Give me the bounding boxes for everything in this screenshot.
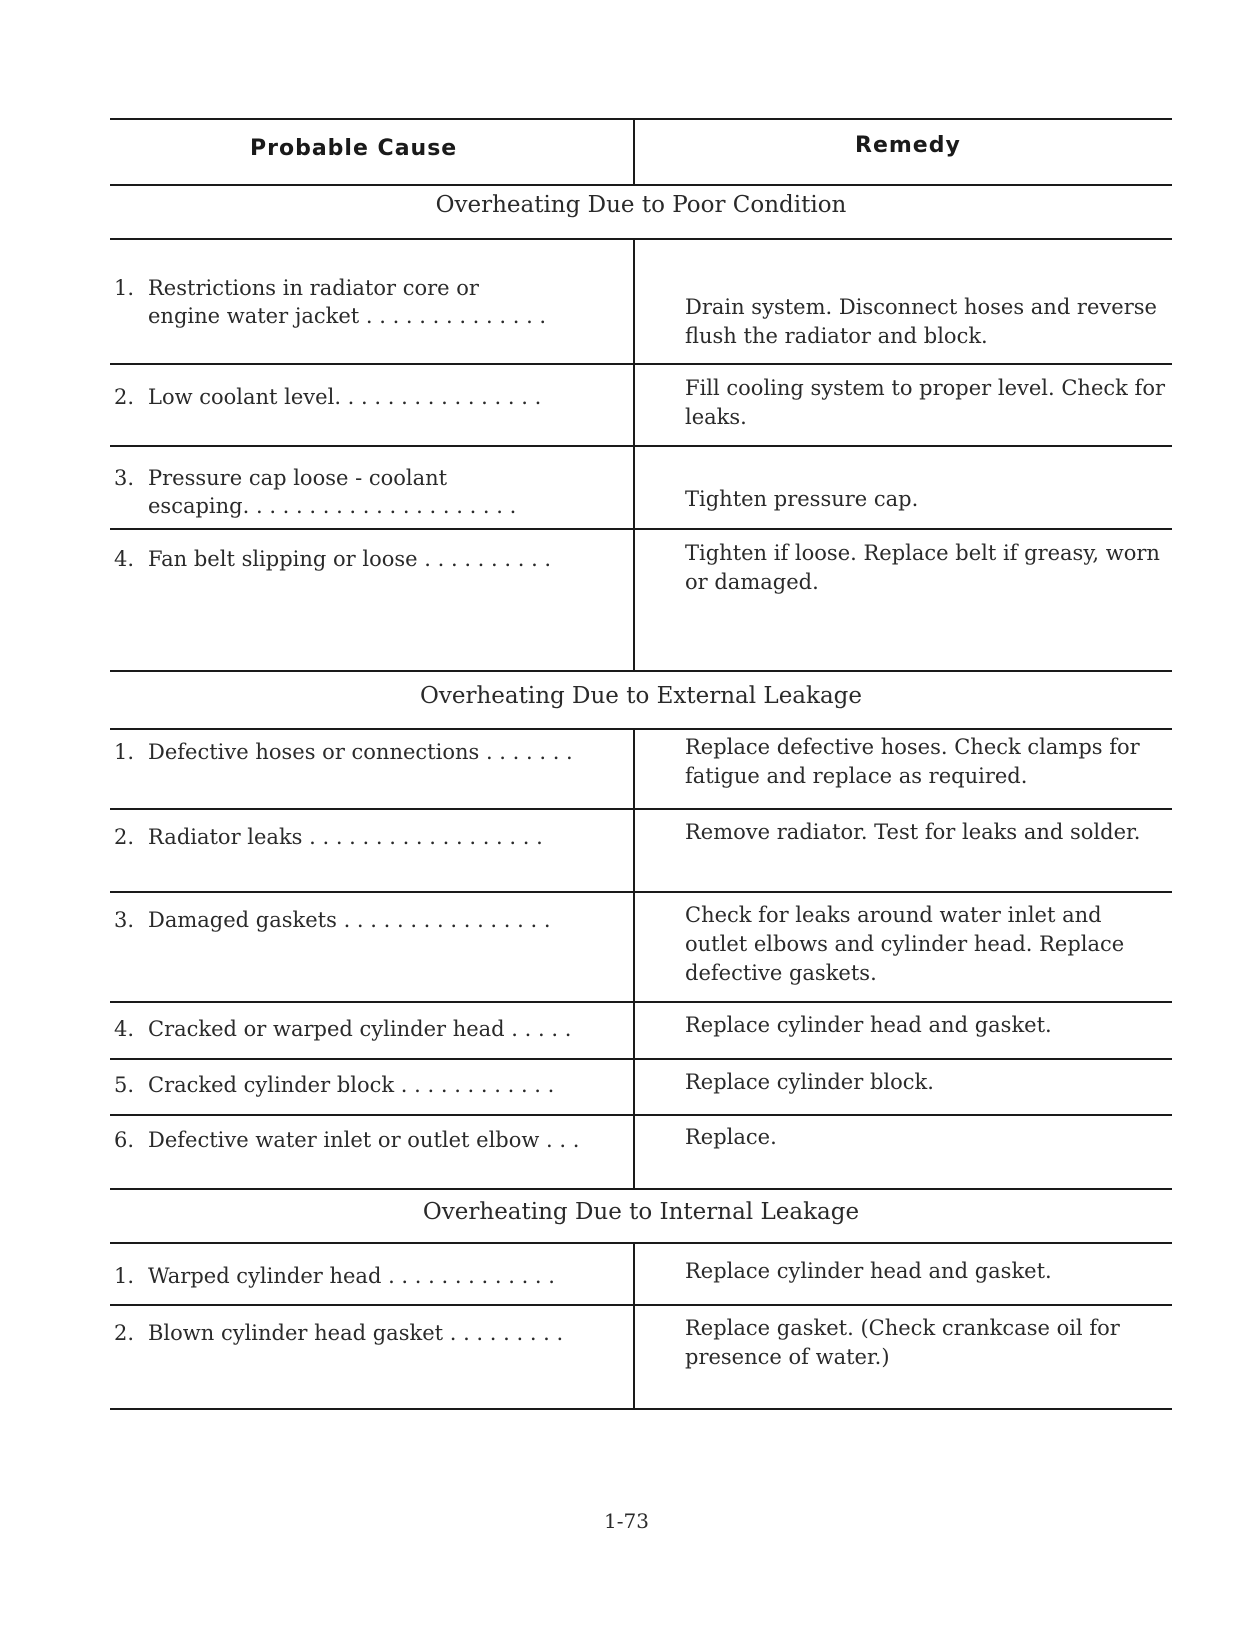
item-number: 3. xyxy=(114,908,135,932)
table-row-cause xyxy=(114,823,614,852)
table-row-cause xyxy=(114,1015,614,1044)
row-rule xyxy=(110,1304,1172,1306)
cause-text-continued: escaping. . . . . . . . . . . . . . . . . . . . . xyxy=(148,494,517,518)
remedy-header: Remedy xyxy=(855,133,961,158)
item-number: 1. xyxy=(114,276,135,300)
table-bottom-rule xyxy=(110,1408,1172,1410)
page-number: 1-73 xyxy=(604,1509,649,1533)
item-number: 3. xyxy=(114,466,135,490)
cause-text: Warped cylinder head . . . . . . . . . . . . . xyxy=(148,1264,555,1288)
section-rule xyxy=(110,238,1172,240)
section-rule xyxy=(110,728,1172,730)
column-divider xyxy=(633,1242,635,1410)
probable-cause-header: Probable Cause xyxy=(250,136,458,161)
cause-text: Defective hoses or connections . . . . . . . xyxy=(148,740,573,764)
remedy-text: Tighten if loose. Replace belt if greasy, worn or damaged. xyxy=(685,541,1160,594)
row-rule xyxy=(110,528,1172,530)
row-rule xyxy=(110,891,1172,893)
section-title-poor-condition: Overheating Due to Poor Condition xyxy=(435,192,847,218)
remedy-text: Tighten pressure cap. xyxy=(685,487,919,511)
remedy-text: Drain system. Disconnect hoses and reverse flush the radiator and block. xyxy=(685,295,1157,348)
item-number: 4. xyxy=(114,1017,135,1041)
row-rule xyxy=(110,808,1172,810)
header-bottom-rule xyxy=(110,184,1172,186)
row-rule xyxy=(110,1114,1172,1116)
column-divider xyxy=(633,728,635,1188)
row-rule xyxy=(110,1058,1172,1060)
cause-text: Defective water inlet or outlet elbow . . . xyxy=(148,1128,580,1152)
cause-text: Low coolant level. . . . . . . . . . . . . . . . xyxy=(148,385,542,409)
item-number: 2. xyxy=(114,1321,135,1345)
item-number: 1. xyxy=(114,740,135,764)
cause-text: Pressure cap loose - coolant xyxy=(148,466,448,490)
table-row-cause xyxy=(114,1071,614,1100)
remedy-text: Remove radiator. Test for leaks and solder. xyxy=(685,820,1141,844)
section-bottom-rule xyxy=(110,1188,1172,1190)
cause-text-continued: engine water jacket . . . . . . . . . . . . . . xyxy=(148,304,547,328)
table-row-cause xyxy=(114,464,614,493)
table-row-cause xyxy=(114,1262,614,1291)
cause-text: Restrictions in radiator core or xyxy=(148,276,479,300)
remedy-text: Replace. xyxy=(685,1125,777,1149)
table-row-cause xyxy=(114,1126,614,1155)
cause-text: Blown cylinder head gasket . . . . . . . . . xyxy=(148,1321,564,1345)
remedy-text: Replace cylinder block. xyxy=(685,1070,934,1094)
table-row-cause xyxy=(114,383,614,412)
table-row-cause xyxy=(114,738,614,767)
table-row-cause xyxy=(114,545,614,574)
cause-text: Fan belt slipping or loose . . . . . . . . . . xyxy=(148,547,552,571)
item-number: 5. xyxy=(114,1073,135,1097)
table-top-rule xyxy=(110,118,1172,120)
item-number: 2. xyxy=(114,825,135,849)
remedy-text: Fill cooling system to proper level. Check for leaks. xyxy=(685,376,1165,429)
cause-text: Damaged gaskets . . . . . . . . . . . . . . . . xyxy=(148,908,551,932)
section-title-internal-leakage: Overheating Due to Internal Leakage xyxy=(422,1199,860,1225)
section-title-external-leakage: Overheating Due to External Leakage xyxy=(420,683,862,709)
cause-text: Cracked or warped cylinder head . . . . . xyxy=(148,1017,572,1041)
row-rule xyxy=(110,1001,1172,1003)
section-rule xyxy=(110,1242,1172,1244)
remedy-text: Replace cylinder head and gasket. xyxy=(685,1013,1052,1037)
item-number: 2. xyxy=(114,385,135,409)
section-bottom-rule xyxy=(110,670,1172,672)
remedy-text: Check for leaks around water inlet and outlet elbows and cylinder head. Replace defective gaskets. xyxy=(685,903,1125,985)
remedy-text: Replace gasket. (Check crankcase oil for presence of water.) xyxy=(685,1316,1120,1369)
table-row-cause xyxy=(114,1319,614,1348)
cause-text: Radiator leaks . . . . . . . . . . . . . . . . . . xyxy=(148,825,543,849)
remedy-text: Replace defective hoses. Check clamps for fatigue and replace as required. xyxy=(685,735,1140,788)
remedy-text: Replace cylinder head and gasket. xyxy=(685,1259,1052,1283)
row-rule xyxy=(110,363,1172,365)
row-rule xyxy=(110,445,1172,447)
cause-text: Cracked cylinder block . . . . . . . . . . . . xyxy=(148,1073,555,1097)
table-row-cause xyxy=(114,274,614,303)
table-row-cause xyxy=(114,906,614,935)
item-number: 1. xyxy=(114,1264,135,1288)
column-divider xyxy=(633,118,635,186)
item-number: 4. xyxy=(114,547,135,571)
item-number: 6. xyxy=(114,1128,135,1152)
